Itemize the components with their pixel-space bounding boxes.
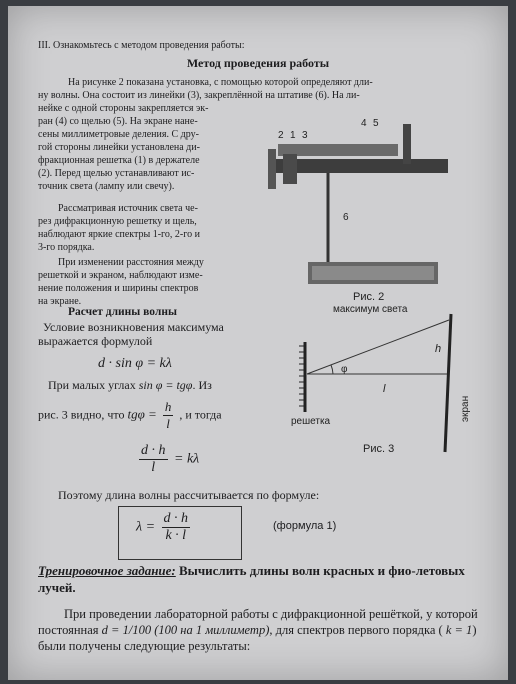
setup-line: (2). Перед щелью устанавливают ис- [38, 168, 195, 179]
closing-d-value: d = 1/100 (100 на 1 миллиметр) [101, 623, 270, 637]
section-heading: III. Ознакомьтесь с методом проведения работы: [38, 40, 245, 51]
fig2-label-3: 3 [302, 130, 308, 141]
calc-heading: Расчет длины волны [68, 306, 177, 318]
observe-line: 3-го порядка. [38, 242, 95, 253]
page-title: Метод проведения работы [186, 56, 330, 70]
intro-paragraph [38, 76, 488, 115]
change-paragraph [38, 256, 258, 308]
fig2-caption: Рис. 2 [353, 291, 385, 303]
fraction-l-2: l [151, 460, 156, 475]
therefore-line: Поэтому длина волны рассчитывается по формуле: [58, 488, 320, 502]
tg-lhs: tgφ = [127, 406, 157, 422]
fraction-dh: d · h [141, 443, 166, 458]
task-text: Вычислить длины волн красных и фио-летовых лучей. [38, 563, 465, 595]
setup-line: фракционная решетка (1) в держателе [38, 155, 200, 166]
grating [268, 149, 276, 189]
lambda-formula [136, 511, 193, 544]
small-angles-line [48, 378, 212, 393]
and-then-text: , и тогда [179, 407, 222, 422]
fraction-dh-2: d · h [163, 511, 189, 526]
ray-line [307, 320, 449, 374]
intro-line: нейке с одной стороны закрепляется эк- [38, 103, 209, 114]
l-label: l [383, 383, 386, 395]
tg-line [38, 399, 222, 432]
observe-paragraph [38, 202, 258, 254]
fig3-caption: Рис. 3 [363, 443, 395, 455]
fig2-label-2: 2 [278, 130, 284, 141]
setup-line: сены миллиметровые деления. С дру- [38, 129, 199, 140]
training-task [38, 562, 498, 596]
fraction-h: h [164, 399, 172, 414]
fraction-dh-over-kl [162, 511, 191, 544]
setup-line: ран (4) со щелью (5). На экране нане- [38, 116, 198, 127]
grating-holder [283, 154, 297, 184]
screen-label: экран [460, 395, 471, 422]
closing-text-3: ) были получены следующие результаты: [38, 623, 477, 653]
change-line: на экране. [38, 296, 82, 307]
max-light-label: максимум света [333, 304, 408, 315]
setup-line: гой стороны линейки установлена ди- [38, 142, 200, 153]
observe-line: Рассматривая источник света че- [58, 203, 198, 214]
fraction-dh-over-l [139, 443, 168, 476]
figure-3-geometry [283, 302, 483, 462]
phi-label: φ [341, 364, 348, 375]
fig2-label-5: 5 [373, 118, 379, 129]
fig2-label-4: 4 [361, 118, 367, 129]
dh-over-l-formula [136, 443, 199, 476]
change-line: решеткой и экраном, наблюдают изме- [38, 270, 203, 281]
grating-label: решетка [291, 416, 331, 427]
closing-text-1: При проведении лабораторной работы с дифракционной решёткой, у которой постоянная [38, 607, 478, 637]
intro-line: На рисунке 2 показана установка, с помощью которой определяют дли- [68, 77, 373, 88]
fraction-l: l [166, 416, 170, 431]
eq-rhs: = kλ [174, 451, 200, 467]
small-angles-formula: sin φ = tgφ [138, 378, 193, 392]
fig2-label-6: 6 [343, 212, 349, 223]
fig2-label-1: 1 [290, 130, 296, 141]
fig3-ref-text: рис. 3 видно, что [38, 407, 125, 422]
task-prefix: Тренировочное задание: [38, 563, 176, 578]
lambda-lhs: λ = [136, 519, 156, 535]
change-line: нение положения и ширины спектров [38, 283, 199, 294]
observe-line: рез дифракционную решетку и щель, [38, 216, 197, 227]
h-label: h [435, 343, 442, 355]
stand-base-top [312, 266, 434, 280]
screen-line [445, 314, 451, 452]
setup-line: точник света (лампу или свечу). [38, 181, 175, 192]
condition-line-2: выражается формулой [38, 334, 153, 348]
intro-line: ну волны. Она состоит из линейки (3), закреплённой на штативе (6). На ли- [38, 90, 360, 101]
closing-text-2: , для спектров первого порядка ( [269, 623, 443, 637]
fraction-h-over-l [163, 399, 174, 432]
small-angles-prefix: При малых углах [48, 378, 136, 392]
small-angles-suffix: . Из [192, 378, 212, 392]
figure-2-apparatus [258, 114, 498, 304]
condition-line-1: Условие возникновения максимума [43, 320, 224, 334]
closing-paragraph [38, 606, 503, 654]
closing-k-value: k = 1 [445, 623, 473, 637]
observe-line: наблюдают яркие спектры 1-го, 2-го и [38, 229, 200, 240]
change-line: При изменении расстояния между [58, 257, 204, 268]
formula-label: (формула 1) [273, 520, 337, 532]
setup-paragraph [38, 115, 258, 193]
screen-plate [403, 124, 411, 164]
angle-arc [331, 365, 333, 374]
fraction-kl: k · l [165, 528, 187, 543]
document-page [8, 6, 508, 680]
grating-formula: d · sin φ = kλ [98, 356, 172, 371]
